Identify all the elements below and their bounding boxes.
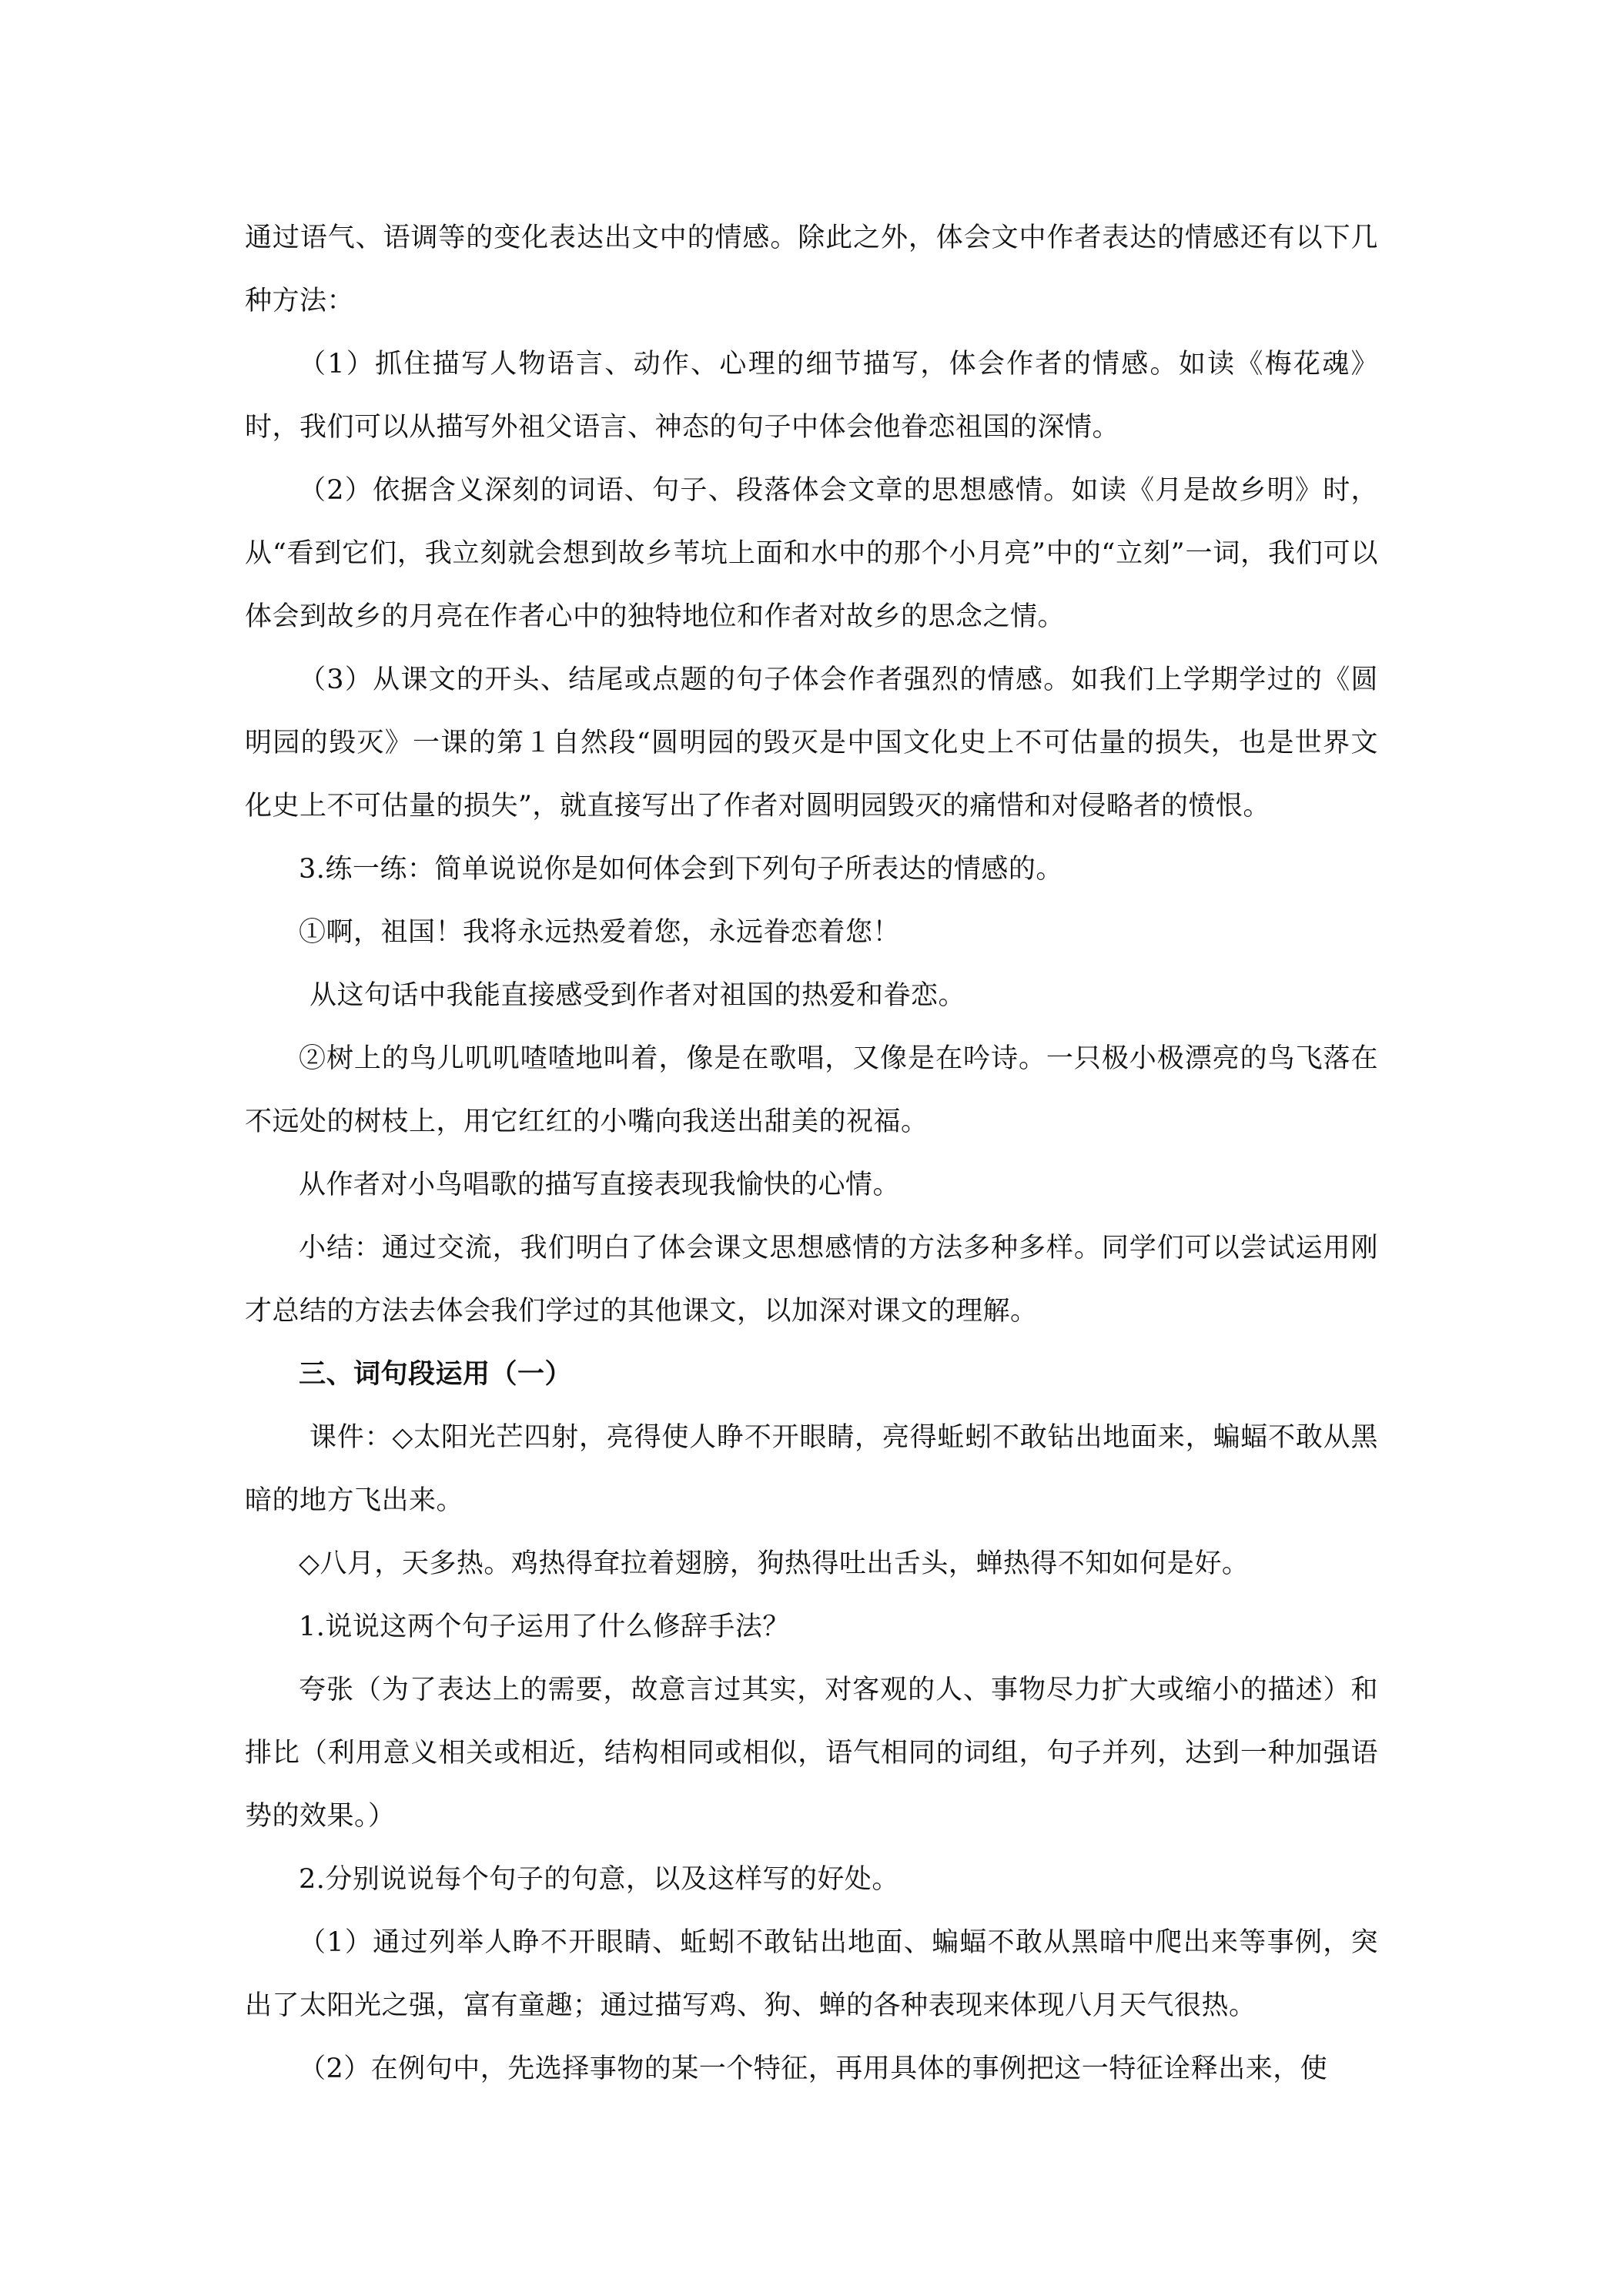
paragraph-question-2: 2.分别说说每个句子的句意，以及这样写的好处。 [299, 1864, 899, 1895]
paragraph-practice-prompt: 3.练一练：简单说说你是如何体会到下列句子所表达的情感的。 [299, 854, 1063, 885]
paragraph-explanation-1: （1）通过列举人睁不开眼睛、蚯蚓不敢钻出地面、蝙蝠不敢从黑暗中爬出来等事例，突出了太阳光之强，富有童趣；通过描写鸡、狗、蝉的各种表现来体现八月天气很热。 [245, 1927, 1378, 2021]
paragraph-example-1: ①啊，祖国！我将永远热爱着您，永远眷恋着您！ [299, 917, 901, 948]
section-heading: 三、词句段运用（一） [299, 1359, 573, 1390]
paragraph-courseware-1: 课件：◇太阳光芒四射，亮得使人睁不开眼睛，亮得蚯蚓不敢钻出地面来，蝙蝠不敢从黑暗的地方飞出来。 [245, 1422, 1378, 1516]
paragraph-summary: 小结：通过交流，我们明白了体会课文思想感情的方法多种多样。同学们可以尝试运用刚才总结的方法去体会我们学过的其他课文，以加深对课文的理解。 [245, 1233, 1378, 1327]
document-body [245, 206, 1378, 2100]
paragraph-question-1: 1.说说这两个句子运用了什么修辞手法？ [299, 1612, 790, 1642]
paragraph-answer-rhetoric: 夸张（为了表达上的需要，故意言过其实，对客观的人、事物尽力扩大或缩小的描述）和排比（利用意义相关或相近，结构相同或相似，语气相同的词组，句子并列，达到一种加强语势的效果。） [245, 1675, 1378, 1832]
paragraph-answer-2: 从作者对小鸟唱歌的描写直接表现我愉快的心情。 [299, 1170, 901, 1200]
paragraph-answer-1: 从这句话中我能直接感受到作者对祖国的热爱和眷恋。 [310, 980, 966, 1011]
paragraph-continuation: 通过语气、语调等的变化表达出文中的情感。除此之外，体会文中作者表达的情感还有以下几种方法： [245, 223, 1378, 316]
paragraph-method-1: （1）抓住描写人物语言、动作、心理的细节描写，体会作者的情感。如读《梅花魂》时，我们可以从描写外祖父语言、神态的句子中体会他眷恋祖国的深情。 [245, 349, 1378, 443]
paragraph-example-2: ②树上的鸟儿叽叽喳喳地叫着，像是在歌唱，又像是在吟诗。一只极小极漂亮的鸟飞落在不远处的树枝上，用它红红的小嘴向我送出甜美的祝福。 [245, 1043, 1378, 1137]
paragraph-method-2: （2）依据含义深刻的词语、句子、段落体会文章的思想感情。如读《月是故乡明》时，从“看到它们，我立刻就会想到故乡苇坑上面和水中的那个小月亮”中的“立刻”一词，我们可以体会到故乡的月亮在作者心中的独特地位和作者对故乡的思念之情。 [245, 475, 1378, 632]
paragraph-courseware-2: ◇八月，天多热。鸡热得耷拉着翅膀，狗热得吐出舌头，蝉热得不知如何是好。 [299, 1548, 1250, 1579]
paragraph-method-3: （3）从课文的开头、结尾或点题的句子体会作者强烈的情感。如我们上学期学过的《圆明园的毁灭》一课的第１自然段“圆明园的毁灭是中国文化史上不可估量的损失，也是世界文化史上不可估量的损失”，就直接写出了作者对圆明园毁灭的痛惜和对侵略者的愤恨。 [245, 664, 1378, 822]
paragraph-explanation-2: （2）在例句中，先选择事物的某一个特征，再用具体的事例把这一特征诠释出来，使 [299, 2053, 1328, 2084]
